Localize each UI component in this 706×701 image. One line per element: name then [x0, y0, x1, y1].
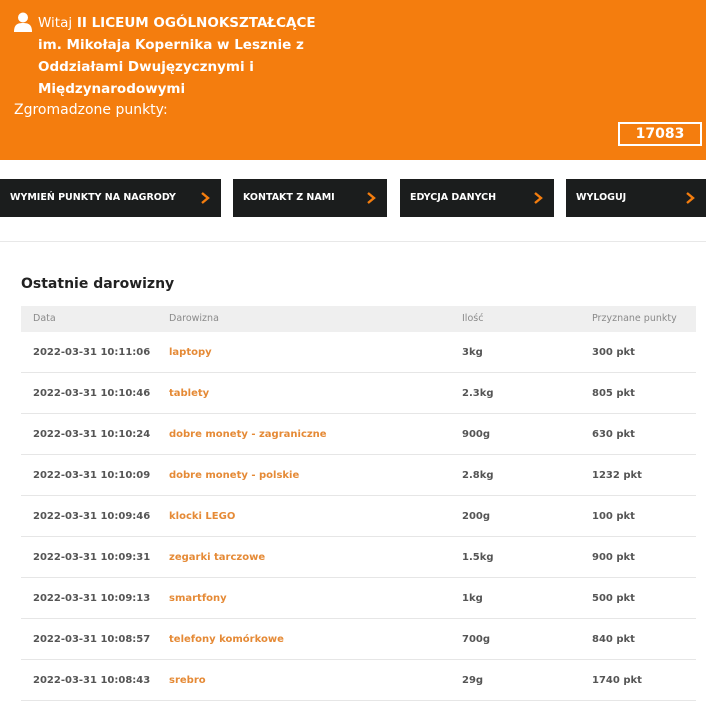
- row-date: 2022-03-31 10:09:13: [33, 593, 151, 604]
- row-points: 630 pkt: [592, 429, 635, 440]
- column-header-points: Przyznane punkty: [592, 313, 677, 324]
- school-name-line3: Oddziałami Dwujęzycznymi i: [38, 59, 254, 75]
- row-date: 2022-03-31 10:10:24: [33, 429, 151, 440]
- table-row: [21, 537, 696, 578]
- table-header: [21, 306, 696, 332]
- row-date: 2022-03-31 10:10:09: [33, 470, 151, 481]
- table-row: [21, 455, 696, 496]
- nav-logout-button[interactable]: [566, 179, 706, 217]
- greeting: [38, 12, 338, 100]
- row-points: 1232 pkt: [592, 470, 642, 481]
- row-date: 2022-03-31 10:11:06: [33, 347, 151, 358]
- chevron-right-icon: [532, 192, 544, 204]
- school-name-line4: Międzynarodowymi: [38, 81, 186, 97]
- row-donation-link[interactable]: srebro: [169, 675, 206, 686]
- chevron-right-icon: [199, 192, 211, 204]
- row-points: 100 pkt: [592, 511, 635, 522]
- points-label: Zgromadzone punkty:: [14, 102, 168, 118]
- row-donation-link[interactable]: dobre monety - polskie: [169, 470, 300, 481]
- chevron-right-icon: [684, 192, 696, 204]
- row-quantity: 29g: [462, 675, 484, 686]
- row-points: 500 pkt: [592, 593, 635, 604]
- table-row: [21, 414, 696, 455]
- row-quantity: 200g: [462, 511, 491, 522]
- column-header-date: Data: [33, 313, 56, 324]
- school-name-line1: II LICEUM OGÓLNOKSZTAŁCĄCE: [76, 15, 316, 31]
- row-donation-link[interactable]: zegarki tarczowe: [169, 552, 266, 563]
- nav-exchange-points-label: WYMIEŃ PUNKTY NA NAGRODY: [10, 192, 176, 203]
- row-points: 1740 pkt: [592, 675, 642, 686]
- table-row: [21, 660, 696, 701]
- table-row: [21, 578, 696, 619]
- divider: [0, 241, 706, 242]
- row-quantity: 1kg: [462, 593, 483, 604]
- row-quantity: 2.3kg: [462, 388, 494, 399]
- nav-edit-data-label: EDYCJA DANYCH: [410, 192, 497, 203]
- row-quantity: 3kg: [462, 347, 483, 358]
- school-name-line2: im. Mikołaja Kopernika w Lesznie z: [38, 37, 304, 53]
- nav-contact-button[interactable]: [233, 179, 387, 217]
- table-row: [21, 496, 696, 537]
- row-donation-link[interactable]: tablety: [169, 388, 210, 399]
- row-date: 2022-03-31 10:10:46: [33, 388, 151, 399]
- nav-contact-label: KONTAKT Z NAMI: [243, 192, 335, 203]
- row-date: 2022-03-31 10:08:43: [33, 675, 151, 686]
- section-title: Ostatnie darowizny: [21, 276, 175, 292]
- row-quantity: 700g: [462, 634, 491, 645]
- row-date: 2022-03-31 10:08:57: [33, 634, 151, 645]
- greeting-prefix: Witaj: [38, 15, 73, 31]
- table-row: [21, 373, 696, 414]
- column-header-donation: Darowizna: [169, 313, 219, 324]
- table-row: [21, 332, 696, 373]
- row-donation-link[interactable]: klocki LEGO: [169, 511, 236, 522]
- row-date: 2022-03-31 10:09:31: [33, 552, 151, 563]
- row-points: 805 pkt: [592, 388, 635, 399]
- chevron-right-icon: [365, 192, 377, 204]
- row-donation-link[interactable]: dobre monety - zagraniczne: [169, 429, 327, 440]
- header: [0, 0, 706, 160]
- row-quantity: 2.8kg: [462, 470, 494, 481]
- user-icon: [14, 12, 32, 32]
- row-points: 900 pkt: [592, 552, 635, 563]
- row-donation-link[interactable]: telefony komórkowe: [169, 634, 284, 645]
- nav-edit-data-button[interactable]: [400, 179, 554, 217]
- row-quantity: 1.5kg: [462, 552, 494, 563]
- row-points: 840 pkt: [592, 634, 635, 645]
- table-row: [21, 619, 696, 660]
- nav-exchange-points-button[interactable]: [0, 179, 221, 217]
- row-quantity: 900g: [462, 429, 491, 440]
- row-donation-link[interactable]: smartfony: [169, 593, 227, 604]
- row-donation-link[interactable]: laptopy: [169, 347, 212, 358]
- points-value: 17083: [618, 122, 702, 146]
- nav-logout-label: WYLOGUJ: [576, 192, 627, 203]
- column-header-quantity: Ilość: [462, 313, 484, 324]
- row-date: 2022-03-31 10:09:46: [33, 511, 151, 522]
- row-points: 300 pkt: [592, 347, 635, 358]
